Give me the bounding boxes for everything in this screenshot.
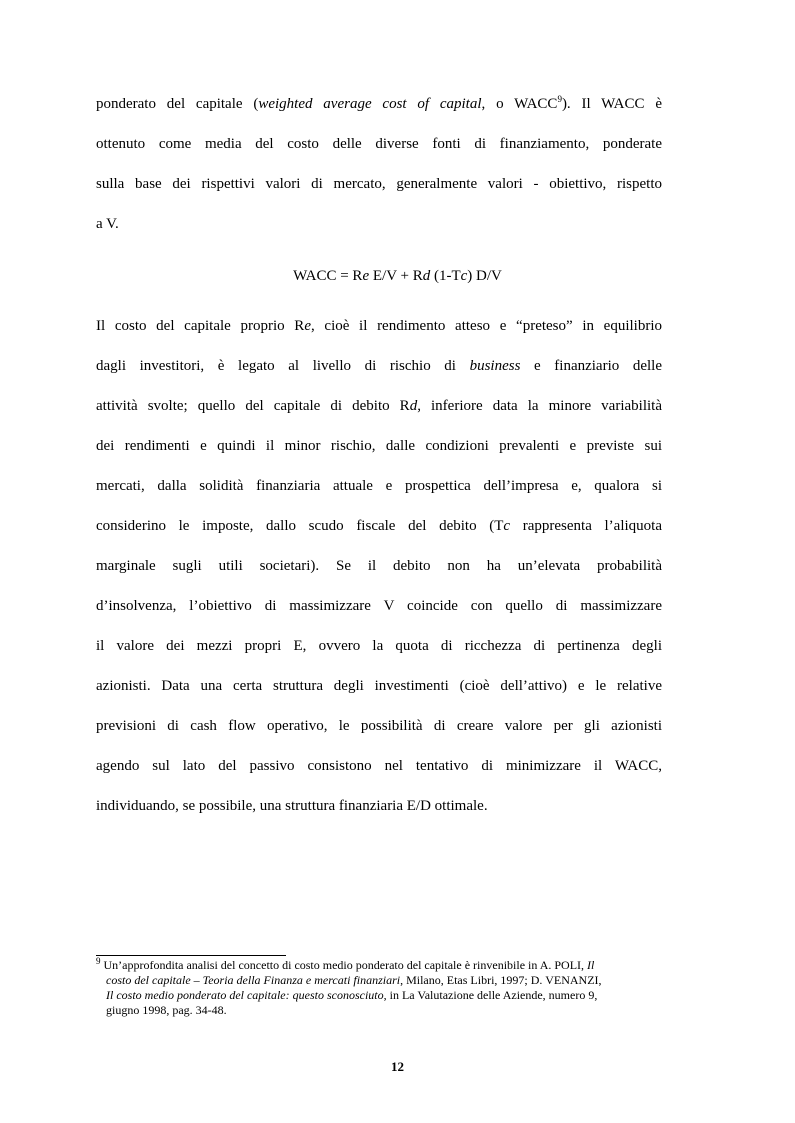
text-line: agendo sul lato del passivo consistono nel tentativo di minimizzare il WACC, xyxy=(96,758,662,774)
text-line: marginale sugli utili societari). Se il debito non ha un’elevata probabilità xyxy=(96,558,662,574)
text-line: dei rendimenti e quindi il minor rischio, dalle condizioni prevalenti e previste sui xyxy=(96,438,662,454)
text-line: attività svolte; quello del capitale di debito Rd, inferiore data la minore variabilità xyxy=(96,398,662,414)
text-line: ponderato del capitale (weighted average cost of capital, o WACC$^9$). Il WACC è xyxy=(96,94,662,112)
footnote-line: Il costo medio ponderato del capitale: questo sconosciuto, in La Valutazione delle Aziende, numero 9, xyxy=(106,988,598,1002)
text-line: previsioni di cash flow operativo, le possibilità di creare valore per gli azionisti xyxy=(96,718,662,734)
text-line: considerino le imposte, dallo scudo fiscale del debito (Tc rappresenta l’aliquota xyxy=(96,518,662,534)
footnote-separator xyxy=(96,955,286,956)
text-line: mercati, dalla solidità finanziaria attuale e prospettica dell’impresa e, qualora si xyxy=(96,478,662,494)
text-line: Il costo del capitale proprio Re, cioè il rendimento atteso e “preteso” in equilibrio xyxy=(96,318,662,334)
footnote-number: 9 xyxy=(96,956,101,966)
text-line: d’insolvenza, l’obiettivo di massimizzare V coincide con quello di massimizzare xyxy=(96,598,662,614)
footnote xyxy=(96,958,662,1018)
text-line: ottenuto come media del costo delle diverse fonti di finanziamento, ponderate xyxy=(96,136,662,152)
text-line: il valore dei mezzi propri E, ovvero la quota di ricchezza di pertinenza degli xyxy=(96,638,662,654)
footnote-line: giugno 1998, pag. 34-48. xyxy=(106,1003,227,1017)
wacc-formula: WACC = Re E/V + Rd (1-Tc) D/V xyxy=(293,268,502,284)
text-line: a V. xyxy=(96,216,119,232)
text-line: azionisti. Data una certa struttura degli investimenti (cioè dell’attivo) e le relative xyxy=(96,678,662,694)
page-number: 12 xyxy=(391,1059,404,1074)
paragraph-wacc-definition xyxy=(96,84,662,244)
footnote-line: $^9$ Un’approfondita analisi del concetto di costo medio ponderato del capitale è rinvenibile in A. POLI, Il xyxy=(96,956,595,972)
text-line: dagli investitori, è legato al livello di rischio di business e finanziario delle xyxy=(96,358,662,374)
text-line: sulla base dei rispettivi valori di mercato, generalmente valori - obiettivo, rispetto xyxy=(96,176,662,192)
footnote-reference[interactable]: 9 xyxy=(557,94,562,104)
footnote-line: costo del capitale – Teoria della Finanza e mercati finanziari, Milano, Etas Libri, 1997; D. VENANZI, xyxy=(106,973,602,987)
text-line: individuando, se possibile, una struttura finanziaria E/D ottimale. xyxy=(96,798,488,814)
paragraph-cost-of-capital xyxy=(96,306,662,826)
